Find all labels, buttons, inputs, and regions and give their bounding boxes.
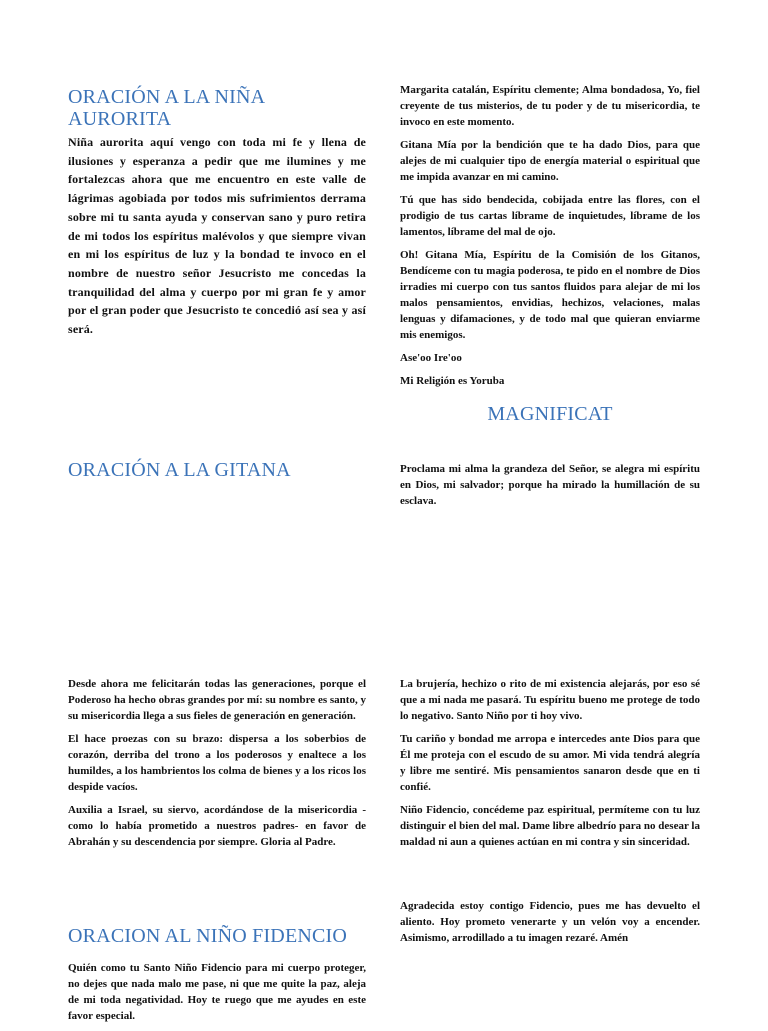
gitana-paragraph-2: Gitana Mía por la bendición que te ha dado Dios, para que alejes de mi cualquier tipo de energía material o espiritual que me impida avanzar en mi camino.	[400, 139, 700, 183]
gitana-title-block	[68, 459, 366, 481]
magnificat-title: MAGNIFICAT	[487, 403, 613, 425]
magnificat-cont-paragraph-3: Auxilia a Israel, su siervo, acordándose de la misericordia -como lo había prometido a nuestros padres- en favor de Abrahán y su descendencia por siempre. Gloria al Padre.	[68, 804, 366, 848]
nina-aurorita-title	[68, 86, 366, 130]
magnificat-title-block	[400, 403, 700, 425]
gitana-paragraph-1: Margarita catalán, Espíritu clemente; Alma bondadosa, Yo, fiel creyente de tus misterios, de tu poder y de tu misericordia, te invoco en este momento.	[400, 84, 700, 128]
gitana-paragraph-5: Ase'oo Ire'oo	[400, 352, 462, 364]
gitana-title: ORACIÓN A LA GITANA	[68, 459, 291, 481]
gitana-paragraph-4: Oh! Gitana Mía, Espíritu de la Comisión de los Gitanos, Bendíceme con tu magia poderosa, te pido en el nombre de Dios irradies mi cuerpo con tus santos fluidos para alejar de mi los malos pensamientos, envidias, hechizos, velaciones, malas lenguas y difamaciones, y de todo mal que quieran enviarme mis enemigos.	[400, 249, 700, 341]
fidencio-paragraph-3: Niño Fidencio, concédeme paz espiritual, permíteme con tu luz distinguir el bien del mal. Dame libre albedrío para no desear la maldad ni aun a quienes actúan en mi contra y sin sinceridad.	[400, 804, 700, 848]
gitana-paragraph-3: Tú que has sido bendecida, cobijada entre las flores, con el prodigio de tus cartas líbrame de inquietudes, líbrame de los lamentos, líbrame del mal de ojo.	[400, 194, 700, 238]
nina-aurorita-title-line1: ORACIÓN A LA NIÑA	[68, 86, 266, 108]
fidencio-closing	[400, 898, 700, 953]
fidencio-text: Quién como tu Santo Niño Fidencio para mi cuerpo proteger, no dejes que nada malo me pase, ni que me quite la paz, aleja de mi toda negatividad. Hoy te ruego que me ayudes en este favor especial.	[68, 962, 366, 1022]
magnificat-cont-paragraph-1: Desde ahora me felicitarán todas las generaciones, porque el Poderoso ha hecho obras grandes por mí: su nombre es santo, y su misericordia llega a sus fieles de generación en generación.	[68, 678, 366, 722]
magnificat-cont-paragraph-2: El hace proezas con su brazo: dispersa a los soberbios de corazón, derriba del trono a los poderosos y enaltece a los humildes, a los hambrientos los colma de bienes y a los ricos los despide vacíos.	[68, 733, 366, 793]
nina-aurorita-section	[68, 86, 366, 339]
fidencio-continuation	[400, 676, 700, 857]
fidencio-paragraph-2: Tu cariño y bondad me arropa e intercedes ante Dios para que Él me proteja con el escudo de su amor. Mi vida tendrá alegría y libre me sentiré. Mis pensamientos sanaron desde que en ti confié.	[400, 733, 700, 793]
magnificat-text: Proclama mi alma la grandeza del Señor, se alegra mi espíritu en Dios, mi salvador; porque ha mirado la humillación de su esclava.	[400, 463, 700, 507]
fidencio-closing-text: Agradecida estoy contigo Fidencio, pues me has devuelto el aliento. Hoy prometo venerarte y un velón voy a encender. Asimismo, arrodillado a tu imagen rezaré. Amén	[400, 900, 700, 944]
magnificat-text-block	[400, 461, 700, 516]
gitana-text-section	[400, 82, 700, 396]
fidencio-section	[68, 925, 366, 1031]
nina-aurorita-title-line2: AURORITA	[68, 108, 172, 130]
gitana-paragraph-6: Mi Religión es Yoruba	[400, 375, 505, 387]
magnificat-continuation	[68, 676, 366, 857]
fidencio-title: ORACION AL NIÑO FIDENCIO	[68, 925, 348, 947]
nina-aurorita-text: Niña aurorita aquí vengo con toda mi fe y llena de ilusiones y esperanza a pedir que me ilumines y me fortalezcas ahora que me encuentro en este valle de lágrimas agobiada por todos mis sufrimientos derrama sobre mi tu santa ayuda y conservan sano y puro retira de mi todos los espíritus malévolos y que siempre vivan en mi los espíritus de luz y la bondad te invoco en el nombre de nuestro señor Jesucristo me concedas la tranquilidad del alma y cuerpo por mi gran fe y amor por el gran poder que Jesucristo te concedió así sea y así será.	[68, 135, 366, 337]
fidencio-paragraph-1: La brujería, hechizo o rito de mi existencia alejarás, por eso sé que a mi nada me pasará. Tu espíritu bueno me protege de todo lo negativo. Santo Niño por ti hoy vivo.	[400, 678, 700, 722]
